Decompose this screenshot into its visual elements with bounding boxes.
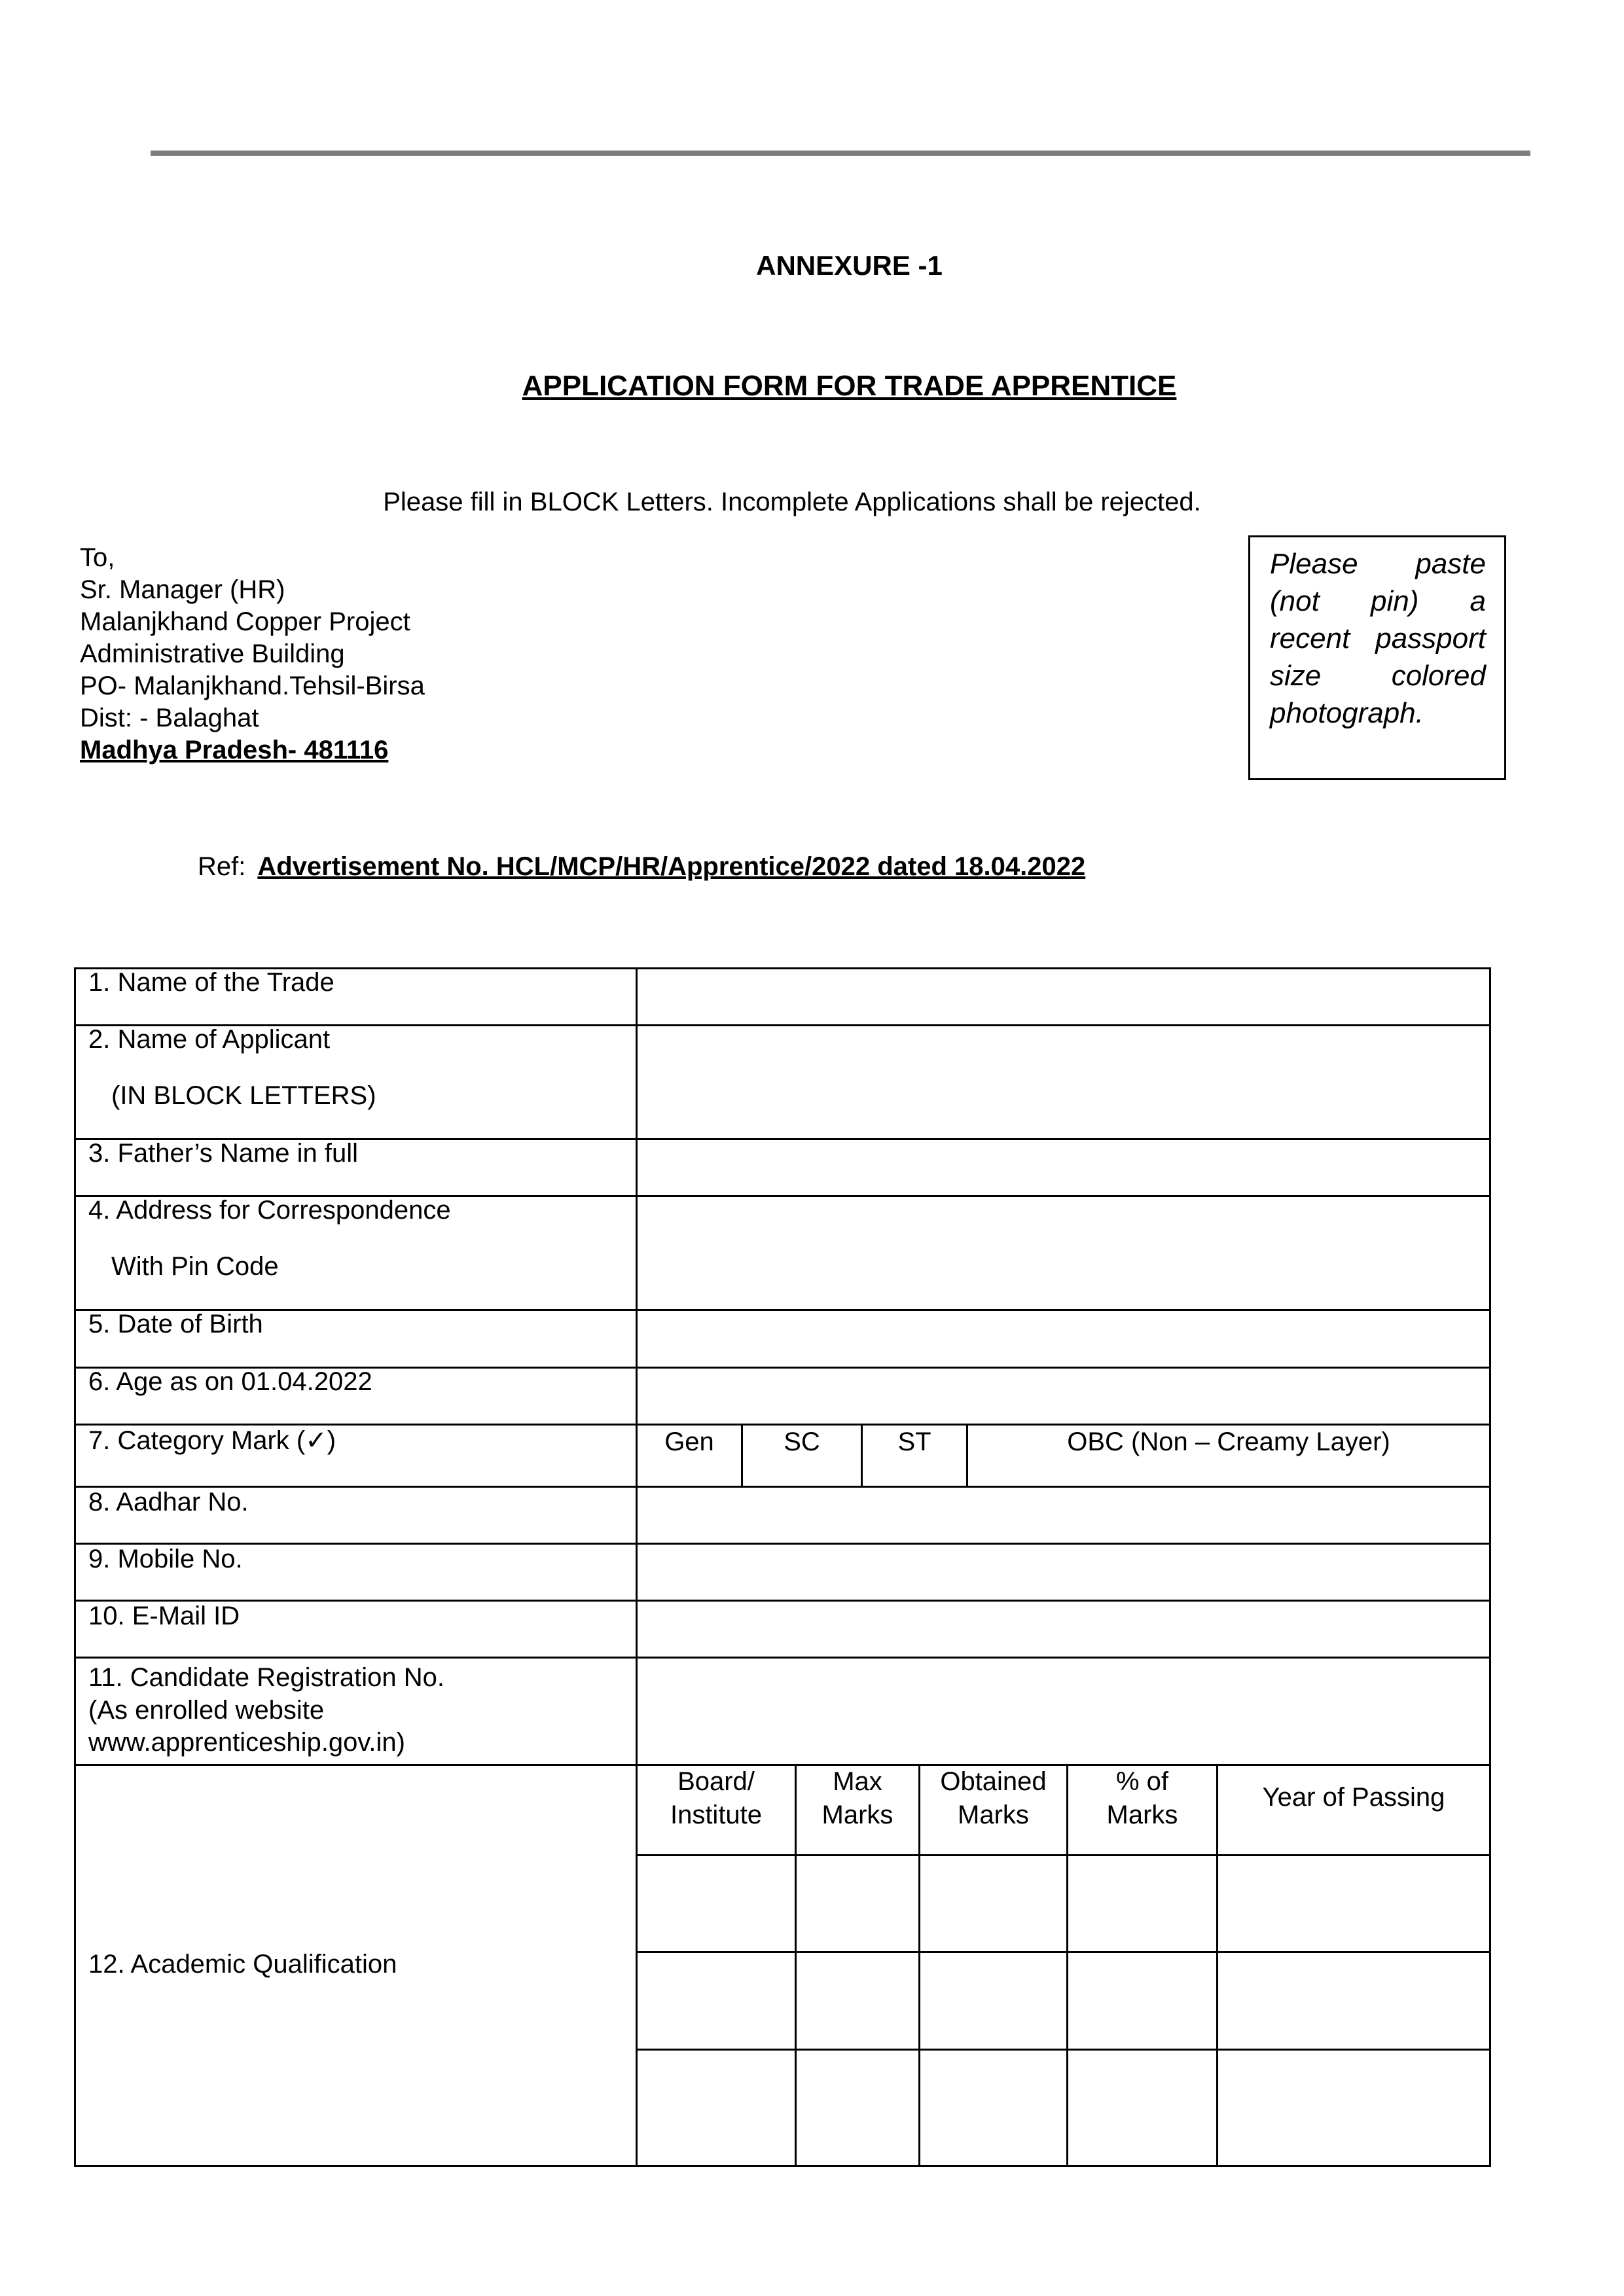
address-line-state: Madhya Pradesh- 481116 bbox=[80, 736, 389, 764]
field-label-aadhar: 8. Aadhar No. bbox=[88, 1488, 249, 1516]
field-label-registration: 11. Candidate Registration No. bbox=[88, 1663, 445, 1692]
recipient-address bbox=[80, 542, 425, 766]
fill-instruction: Please fill in BLOCK Letters. Incomplete Applications shall be rejected. bbox=[383, 488, 1201, 516]
category-obc[interactable]: OBC (Non – Creamy Layer) bbox=[1067, 1427, 1390, 1456]
qual-header-line: Marks bbox=[958, 1801, 1029, 1829]
application-form-table bbox=[74, 967, 1491, 2167]
qual-header-line: Obtained bbox=[940, 1767, 1047, 1796]
qual-header-max-marks bbox=[797, 1765, 918, 1832]
field-label-trade: 1. Name of the Trade bbox=[88, 968, 334, 997]
header-rule bbox=[151, 151, 1530, 156]
row-divider bbox=[74, 1543, 1491, 1545]
field-label-dob: 5. Date of Birth bbox=[88, 1310, 263, 1338]
table-border bbox=[1489, 967, 1491, 2167]
row-divider bbox=[74, 1309, 1491, 1311]
table-border bbox=[74, 967, 76, 2167]
address-line: To, bbox=[80, 543, 115, 572]
photo-box[interactable] bbox=[1248, 535, 1506, 780]
row-divider bbox=[636, 1951, 1491, 1953]
qual-header-line: Board/ bbox=[677, 1767, 755, 1796]
qual-header-line: Max bbox=[833, 1767, 882, 1796]
address-line: PO- Malanjkhand.Tehsil-Birsa bbox=[80, 672, 425, 700]
field-label-father-name: 3. Father’s Name in full bbox=[88, 1139, 359, 1168]
address-line: Sr. Manager (HR) bbox=[80, 575, 285, 604]
column-divider bbox=[636, 967, 638, 2167]
advertisement-number: Advertisement No. HCL/MCP/HR/Apprentice/2022 dated 18.04.2022 bbox=[257, 852, 1086, 881]
field-label-age: 6. Age as on 01.04.2022 bbox=[88, 1367, 372, 1396]
field-sublabel-registration: (As enrolled website bbox=[88, 1696, 325, 1725]
category-gen[interactable]: Gen bbox=[664, 1427, 714, 1456]
row-divider bbox=[636, 1854, 1491, 1856]
qual-header-year: Year of Passing bbox=[1262, 1783, 1445, 1812]
reference-line bbox=[198, 852, 1085, 882]
qual-header-line: % of bbox=[1115, 1767, 1169, 1796]
row-divider bbox=[74, 1600, 1491, 1602]
address-input[interactable] bbox=[638, 1198, 1488, 1308]
photo-instruction: Please paste (not pin) a recent passport size colored photograph. bbox=[1270, 548, 1486, 729]
address-line: Dist: - Balaghat bbox=[80, 704, 259, 732]
field-sublabel-website: www.apprenticeship.gov.in) bbox=[88, 1728, 405, 1757]
qual-header-line: Marks bbox=[1106, 1801, 1178, 1829]
field-label-email: 10. E-Mail ID bbox=[88, 1602, 240, 1630]
qual-header-board bbox=[638, 1765, 795, 1832]
qual-header-obtained-marks bbox=[920, 1765, 1066, 1832]
qual-header-line: Institute bbox=[670, 1801, 763, 1829]
address-line: Malanjkhand Copper Project bbox=[80, 607, 410, 636]
field-label-category: 7. Category Mark (✓) bbox=[88, 1426, 336, 1455]
field-sublabel-block-letters: (IN BLOCK LETTERS) bbox=[111, 1081, 376, 1110]
field-label-applicant-name: 2. Name of Applicant bbox=[88, 1025, 331, 1054]
qual-header-percent bbox=[1068, 1765, 1216, 1832]
address-line: Administrative Building bbox=[80, 639, 345, 668]
field-label-mobile: 9. Mobile No. bbox=[88, 1545, 243, 1573]
category-st[interactable]: ST bbox=[897, 1427, 931, 1456]
applicant-name-input[interactable] bbox=[638, 1027, 1488, 1137]
row-divider bbox=[636, 2049, 1491, 2051]
form-title: APPLICATION FORM FOR TRADE APPRENTICE bbox=[522, 370, 1177, 402]
ref-prefix: Ref: bbox=[198, 852, 246, 881]
annexure-label: ANNEXURE -1 bbox=[756, 250, 943, 281]
trade-input[interactable] bbox=[638, 970, 1488, 1024]
field-label-academic: 12. Academic Qualification bbox=[88, 1950, 397, 1979]
qual-header-line: Marks bbox=[821, 1801, 893, 1829]
field-label-address: 4. Address for Correspondence bbox=[88, 1196, 451, 1225]
row-divider bbox=[74, 1657, 1491, 1659]
column-divider bbox=[1216, 1764, 1218, 2167]
field-sublabel-pin-code: With Pin Code bbox=[111, 1252, 279, 1281]
table-border bbox=[74, 2165, 1491, 2167]
category-sc[interactable]: SC bbox=[784, 1427, 820, 1456]
row-divider bbox=[74, 1486, 1491, 1488]
